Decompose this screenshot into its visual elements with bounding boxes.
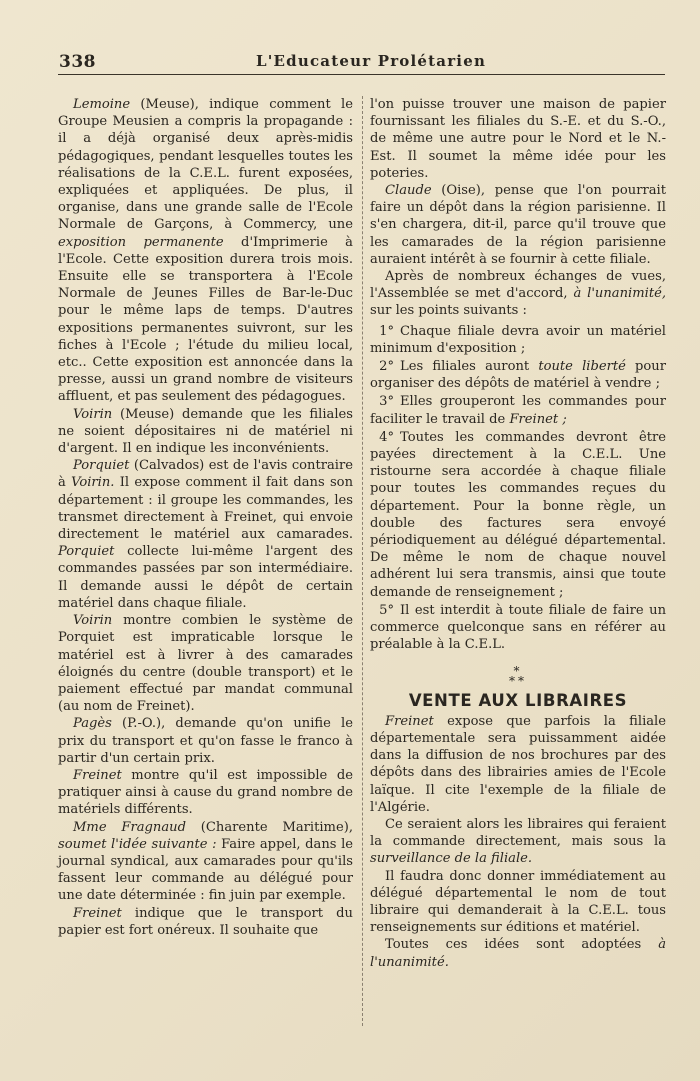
speaker-name: Pagès xyxy=(73,716,112,732)
list-number: 3° xyxy=(379,394,394,410)
emphasis-text: Voirin. xyxy=(71,475,115,491)
paragraph-text: montre qu'il est impossible de pratiquer ainsi à cause du grand nombre de matériels différents. xyxy=(58,767,353,818)
paragraph-text: montre combien le système de Porquiet est impraticable lorsque le matériel est à livrer à des camarades éloignés du centre (double transport) et le paiement effectué par mandat communal (au nom de Freinet). xyxy=(58,613,353,715)
speaker-name: Voirin xyxy=(73,613,113,629)
paragraph-adopted xyxy=(370,936,666,970)
emphasis-text: Freinet ; xyxy=(509,411,567,427)
emphasis-text: Porquiet xyxy=(58,544,115,560)
emphasis-text: toute liberté xyxy=(538,359,626,375)
asterism-bottom: ** xyxy=(509,673,527,688)
right-column xyxy=(370,96,666,971)
speaker-name: Claude xyxy=(385,183,432,199)
paragraph-text: collecte lui-même l'argent des commandes passées par son intermédiaire. Il demande aussi le dépôt de certain matériel dans chaque filiale. xyxy=(58,544,353,611)
list-number: 5° xyxy=(379,602,394,618)
emphasis-text: soumet l'idée suivante : xyxy=(58,836,217,852)
list-item xyxy=(370,429,666,601)
speaker-name: Porquiet xyxy=(73,458,130,474)
paragraph-text: sur les points suivants : xyxy=(370,303,527,319)
speaker-name: Freinet xyxy=(73,905,122,921)
paragraph-text: Il expose comment il fait dans son département : il groupe les commandes, les transmet directement à Freinet, qui envoie directement le matériel aux camarades. xyxy=(58,475,353,543)
page-header xyxy=(58,50,665,75)
list-number: 4° xyxy=(379,429,394,445)
list-item xyxy=(370,393,666,427)
left-column xyxy=(58,96,353,939)
asterism-top: * xyxy=(513,663,523,678)
list-text: pour organiser des dépôts de matériel à vendre ; xyxy=(370,359,667,392)
paragraph-text: (Calvados) est de l'avis contraire à xyxy=(58,458,353,491)
speaker-name: Mme Fragnaud xyxy=(73,819,186,835)
paragraph-text: (Charente Maritime), xyxy=(185,819,353,835)
list-text: Les filiales auront xyxy=(400,359,539,375)
paragraph-claude xyxy=(370,182,666,268)
paragraph-voirin-reply xyxy=(58,612,353,715)
paragraph-freinet-libraires xyxy=(370,713,666,816)
paragraph-freinet-transport xyxy=(58,905,353,939)
paragraph-text: (P.-O.), demande qu'on unifie le prix du transport et qu'on fasse le franco à partir d'un certain prix. xyxy=(58,716,353,766)
asterism-divider xyxy=(370,663,666,688)
paragraph-text: indique que le transport du papier est fort onéreux. Il souhaite que xyxy=(58,905,353,938)
paragraph-libraires xyxy=(370,816,666,868)
list-text: Il est interdit à toute filiale de faire un commerce quelconque sans en référer au préalable à la C.E.L. xyxy=(370,602,666,653)
paragraph-freinet xyxy=(58,767,353,819)
speaker-name: Freinet xyxy=(73,767,122,783)
emphasis-text: surveillance de la filiale. xyxy=(370,851,533,867)
paragraph-porquiet xyxy=(58,457,353,612)
agreement-list xyxy=(370,323,666,654)
paragraph-pages xyxy=(58,715,353,767)
list-item xyxy=(370,323,666,357)
column-divider xyxy=(362,96,363,1026)
list-number: 1° xyxy=(379,323,394,339)
paragraph-assembly xyxy=(370,268,666,320)
paragraph-text: (Meuse) demande que les filiales ne soient dépositaires ni de matériel ni d'argent. Il en indique les inconvénients. xyxy=(58,406,353,457)
paragraph-voirin xyxy=(58,406,353,458)
list-number: 2° xyxy=(379,359,394,375)
paragraph-text: Après de nombreux échanges de vues, l'Assemblée se met d'accord, xyxy=(370,269,666,302)
emphasis-text: à l'unanimité. xyxy=(370,937,666,970)
paragraph-delegue: Il faudra donc donner immédiatement au délégué départemental le nom de tout libraire qui demanderait à la C.E.L. tous renseignements sur éditions et matériel. xyxy=(370,868,666,936)
paragraph-lemoine xyxy=(58,96,353,406)
speaker-name: Freinet xyxy=(385,713,434,729)
list-text: Chaque filiale devra avoir un matériel minimum d'exposition ; xyxy=(370,323,666,356)
paragraph-continuation: l'on puisse trouver une maison de papier fournissant les filiales du S.-E. et du S.-O., de même une autre pour le Nord et le N.-Est. Il soumet la même idée pour les poteries. xyxy=(370,97,666,181)
paragraph-text: d'Imprimerie à l'Ecole. Cette exposition durera trois mois. Ensuite elle se transportera à l'Ecole Normale de Jeunes Filles de Bar-le-Duc pour le même laps de temps. D'autres expositions permanentes suivront, sur les fiches à l'Ecole ; l'étude du milieu local, etc.. Cette exposition est annoncée dans la presse, aussi un grand nombre de visiteurs affluent, et pas seulement des pédagogues. xyxy=(58,234,353,405)
paragraph-fragnaud xyxy=(58,819,353,905)
journal-title: L'Educateur Prolétarien xyxy=(256,52,487,70)
paragraph-text: Faire appel, dans le journal syndical, aux camarades pour qu'ils fassent leur commande au délégué pour une date déterminée : fin juin par exemple. xyxy=(58,836,354,904)
paragraph-text: (Oise), pense que l'on pourrait faire un dépôt dans la région parisienne. Il s'en chargera, dit-il, parce qu'il trouve que les camarades de la région parisienne auraient intérêt à se fournir à cette filiale. xyxy=(370,183,666,267)
list-item xyxy=(370,358,666,392)
list-text: Elles grouperont les commandes pour faciliter le travail de xyxy=(370,394,666,427)
paragraph-text: Toutes ces idées sont adoptées xyxy=(385,937,659,953)
list-item xyxy=(370,602,666,654)
page-number: 338 xyxy=(59,52,96,72)
paragraph-text: Ce seraient alors les libraires qui feraient la commande directement, mais sous la xyxy=(370,816,666,850)
emphasis-text: exposition permanente xyxy=(58,234,224,250)
list-text: Toutes les commandes devront être payées directement à la C.E.L. Une ristourne sera accordée à chaque filiale pour toutes les commandes reçues du département. Pour la bonne règle, un double des factures sera envoyé périodiquement au délégué départemental. De même le nom de chaque nouvel adhérent lui sera transmis, ainsi que toute demande de renseignement ; xyxy=(370,429,666,600)
speaker-name: Lemoine xyxy=(73,97,131,112)
emphasis-text: à l'unanimité, xyxy=(573,286,666,302)
paragraph-text: (Meuse), indique comment le Groupe Meusien a compris la propagande : il a déjà organisé deux après-midis pédagogiques, pendant lesquelles toutes les réalisations de la C.E.L. furent exposées, expliquées et appliquées. De plus, il organise, dans une grande salle de l'Ecole Normale de Garçons, à Commercy, une xyxy=(58,97,353,233)
section-title: VENTE AUX LIBRAIRES xyxy=(408,690,628,710)
speaker-name: Voirin xyxy=(73,406,113,422)
paragraph-text: expose que parfois la filiale départementale sera puissamment aidée dans la diffusion de nos brochures par des dépôts dans des librairies amies de l'Ecole laïque. Il cite l'exemple de la filiale de l'Algérie. xyxy=(370,713,666,815)
